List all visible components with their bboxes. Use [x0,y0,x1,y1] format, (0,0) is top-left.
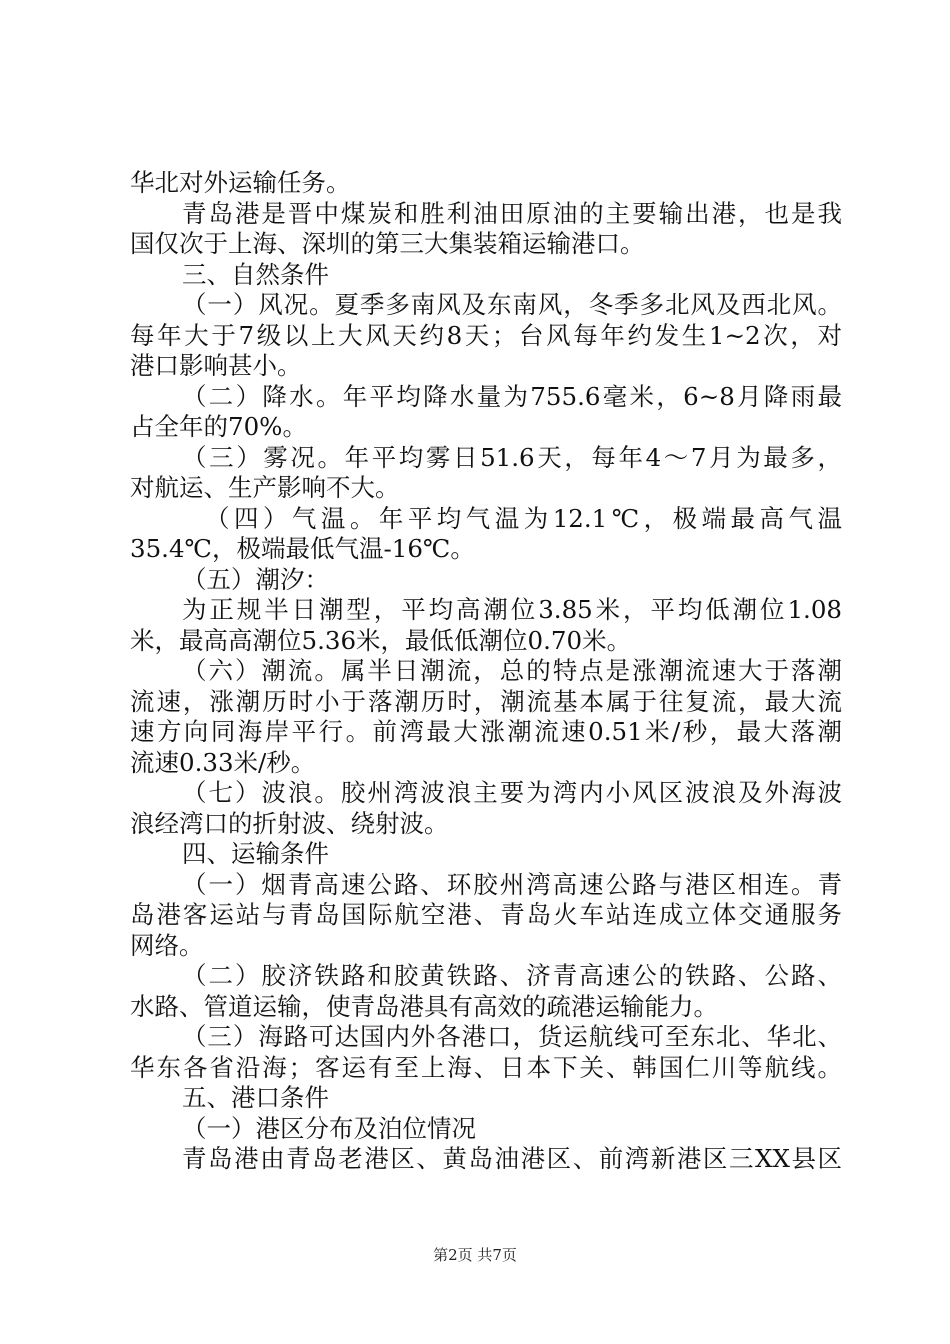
text-line: （三）海路可达国内外各港口，货运航线可至东北、华北、 [182,1022,842,1051]
text-line: （二）降水。年平均降水量为755.6毫米，6~8月降雨最 [182,381,842,411]
page-number-footer: 第2页 共7页 [433,1246,517,1264]
text-line: （四）气温。年平均气温为12.1℃，极端最高气温 [205,503,842,533]
text-line: 水路、管道运输，使青岛港具有高效的疏港运输能力。 [130,991,718,1021]
text-line: 国仅次于上海、深圳的第三大集装箱运输港口。 [130,229,645,258]
text-line: 三、自然条件 [182,259,329,289]
text-line: 对航运、生产影响不大。 [130,473,400,502]
text-line: （五）潮汐： [182,564,329,594]
text-line: 五、港口条件 [182,1083,329,1112]
text-line: （一）港区分布及泊位情况 [182,1113,476,1143]
text-line: （一）烟青高速公路、环胶州湾高速公路与港区相连。青 [182,869,842,899]
text-line: 35.4℃，极端最低气温-16℃。 [130,534,475,563]
text-line: （六）潮流。属半日潮流，总的特点是涨潮流速大于落潮 [182,656,842,685]
text-line: 流速0.33米/秒。 [130,747,316,777]
text-line: 华东各省沿海；客运有至上海、日本下关、韩国仁川等航线。 [130,1052,842,1082]
text-line: 四、运输条件 [182,839,329,868]
text-line: 米，最高高潮位5.36米，最低低潮位0.70米。 [130,625,632,655]
text-line: （二）胶济铁路和胶黄铁路、济青高速公的铁路、公路、 [182,961,842,990]
text-line: 流速，涨潮历时小于落潮历时，潮流基本属于往复流，最大流 [130,686,842,716]
text-line: 浪经湾口的折射波、绕射波。 [130,808,449,838]
text-line: 岛港客运站与青岛国际航空港、青岛火车站连成立体交通服务 [130,900,842,929]
text-line: （七）波浪。胶州湾波浪主要为湾内小风区波浪及外海波 [182,778,842,807]
text-line: （三）雾况。年平均雾日51.6天，每年4～7月为最多， [182,442,842,472]
text-line: 华北对外运输任务。 [130,168,351,197]
text-line: 青岛港由青岛老港区、黄岛油港区、前湾新港区三XX县区 [182,1144,842,1173]
text-line: 网络。 [130,930,204,960]
text-line: 占全年的70%。 [130,412,307,441]
text-line: 每年大于7级以上大风天约8天；台风每年约发生1~2次，对 [130,320,842,350]
text-line: （一）风况。夏季多南风及东南风，冬季多北风及西北风。 [182,290,842,319]
text-line: 青岛港是晋中煤炭和胜利油田原油的主要输出港，也是我 [182,198,842,228]
document-body [130,168,842,1175]
text-line: 为正规半日潮型，平均高潮位3.85米，平均低潮位1.08 [182,595,842,624]
text-line: 港口影响甚小。 [130,351,302,380]
text-line: 速方向同海岸平行。前湾最大涨潮流速0.51米/秒，最大落潮 [130,717,842,746]
